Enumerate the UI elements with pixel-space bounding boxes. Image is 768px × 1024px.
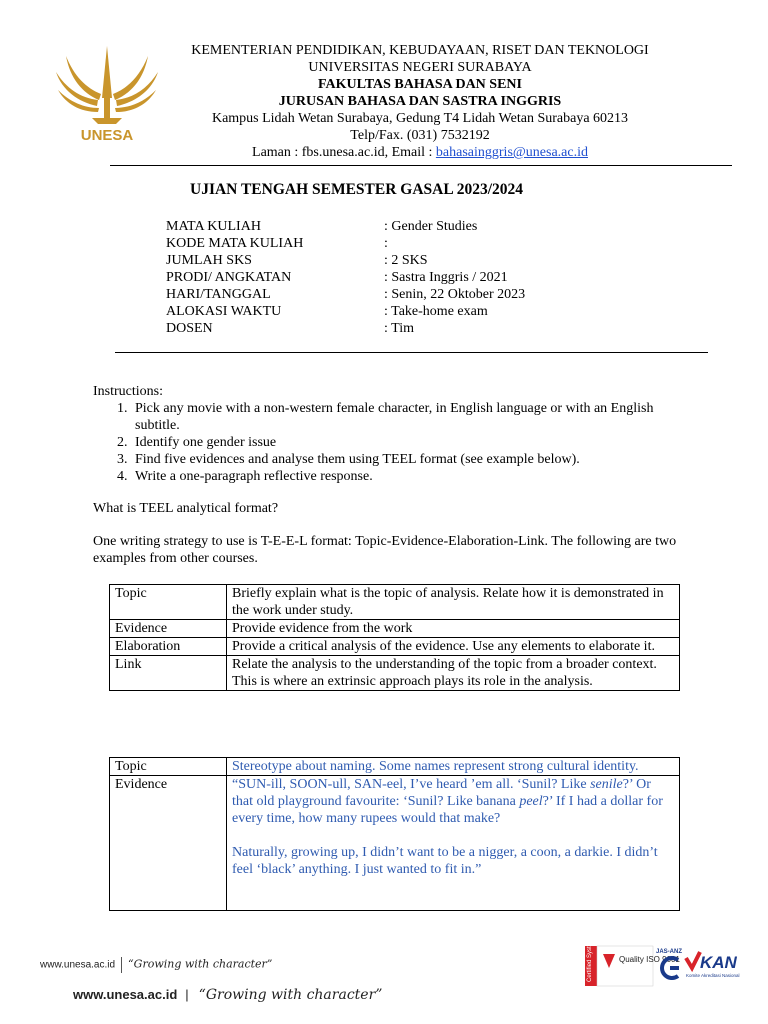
table-row [110, 620, 680, 638]
info-label: JUMLAH SKS [166, 253, 252, 268]
table-row [110, 656, 680, 691]
info-row [166, 218, 525, 235]
footer-divider [121, 957, 122, 973]
department-name: JURUSAN BAHASA DAN SASTRA INGGRIS [278, 94, 562, 109]
teel-question: What is TEEL analytical format? [93, 501, 279, 516]
table-value: Relate the analysis to the understanding of the topic from a broader context. This is where an extrinsic approach plays its role in the analysis. [227, 656, 680, 691]
evidence-text: ?’ If I had a dollar for every time, how many rupees would that make? [232, 794, 663, 826]
table-key: Evidence [110, 776, 227, 911]
info-value: : 2 SKS [384, 253, 428, 268]
teel-definition-table [109, 584, 680, 691]
table-value: Briefly explain what is the topic of analysis. Relate how it is demonstrated in the work under study. [227, 585, 680, 620]
kan-badge [684, 946, 746, 986]
ministry-name: KEMENTERIAN PENDIDIKAN, KEBUDAYAAN, RISET DAN TEKNOLOGI [191, 43, 649, 58]
teel-intro: One writing strategy to use is T-E-E-L format: Topic-Evidence-Elaboration-Link. The following are two examples from other courses. [93, 534, 677, 566]
footer-url-small: www.unesa.ac.id [40, 959, 116, 971]
instruction-item: 2. Identify one gender issue [131, 434, 693, 451]
table-value: Provide a critical analysis of the evidence. Use any elements to elaborate it. [227, 638, 680, 656]
info-divider [115, 352, 708, 353]
instructions-list [93, 400, 693, 485]
campus-address: Kampus Lidah Wetan Surabaya, Gedung T4 Lidah Wetan Surabaya 60213 [211, 111, 629, 126]
instructions [93, 383, 693, 485]
footer-url: www.unesa.ac.id [73, 987, 178, 1002]
info-row [166, 235, 525, 252]
kan-logo-text: KAN [700, 953, 737, 972]
course-info [166, 218, 525, 337]
evidence-text: ?’ Or that old playground favourite: ‘Sunil? Like banana [232, 777, 651, 809]
cert-iso-text: Quality ISO 9001 [619, 955, 680, 964]
letterhead [140, 42, 700, 161]
logo-text: UNESA [80, 127, 134, 144]
info-value: : Tim [384, 321, 414, 336]
info-value: : Take-home exam [384, 304, 488, 319]
website-email-line [140, 144, 700, 161]
info-value: : Gender Studies [384, 219, 478, 234]
example-topic: Stereotype about naming. Some names represent strong cultural identity. [227, 758, 680, 776]
evidence-italic: senile [590, 777, 623, 792]
info-label: MATA KULIAH [166, 219, 261, 234]
info-label: PRODI/ ANGKATAN [166, 270, 292, 285]
table-key: Evidence [110, 620, 227, 638]
footer-tagline-small: “Growing with character” [128, 957, 273, 971]
instruction-item: 1. Pick any movie with a non-western female character, in English language or with an English subtitle. [131, 400, 693, 434]
table-key: Link [110, 656, 227, 691]
info-row [166, 252, 525, 269]
info-row [166, 269, 525, 286]
table-value: Provide evidence from the work [227, 620, 680, 638]
table-row [110, 776, 680, 911]
table-key: Elaboration [110, 638, 227, 656]
info-label: ALOKASI WAKTU [166, 304, 282, 319]
example-evidence [227, 776, 680, 911]
kan-subtext: Komite Akreditasi Nasional [686, 973, 740, 978]
info-row [166, 320, 525, 337]
evidence-italic: peel [519, 794, 543, 809]
cert-side-text: Certified System [587, 937, 593, 982]
jas-anz-badge [656, 946, 684, 986]
info-row [166, 286, 525, 303]
email-link[interactable]: bahasainggris@unesa.ac.id [435, 145, 588, 160]
exam-title: UJIAN TENGAH SEMESTER GASAL 2023/2024 [190, 181, 524, 198]
teel-example-table [109, 757, 680, 911]
table-row [110, 758, 680, 776]
info-label: KODE MATA KULIAH [166, 236, 304, 251]
jas-anz-label: JAS-ANZ [656, 949, 683, 955]
university-name: UNIVERSITAS NEGERI SURABAYA [308, 60, 532, 75]
letterhead-divider [110, 165, 732, 166]
table-key: Topic [110, 758, 227, 776]
info-value: : [384, 236, 388, 251]
info-row [166, 303, 525, 320]
evidence-text: “SUN-ill, SOON-ull, SAN-eel, I’ve heard ’em all. ‘Sunil? Like [232, 777, 591, 792]
evidence-quote-2: Naturally, growing up, I didn’t want to be a nigger, a coon, a darkie. I didn’t feel ‘black’ anything. I just wanted to fit in.” [232, 845, 658, 877]
footer-main [73, 987, 382, 1003]
instruction-item: 3. Find five evidences and analyse them using TEEL format (see example below). [131, 451, 693, 468]
footer-separator: | [185, 987, 189, 1002]
footer-small [40, 957, 272, 973]
evidence-quote-1 [232, 776, 674, 827]
website-label: Laman : fbs.unesa.ac.id, Email : [252, 145, 436, 160]
info-label: DOSEN [166, 321, 213, 336]
faculty-name: FAKULTAS BAHASA DAN SENI [318, 77, 522, 92]
table-key: Topic [110, 585, 227, 620]
table-row [110, 638, 680, 656]
info-label: HARI/TANGGAL [166, 287, 271, 302]
phone-fax: Telp/Fax. (031) 7532192 [350, 128, 490, 143]
instruction-item: 4. Write a one-paragraph reflective response. [131, 468, 693, 485]
info-value: : Sastra Inggris / 2021 [384, 270, 508, 285]
info-value: : Senin, 22 Oktober 2023 [384, 287, 526, 302]
table-row [110, 585, 680, 620]
footer-tagline: “Growing with character” [198, 987, 383, 1003]
instructions-heading: Instructions: [93, 384, 163, 399]
